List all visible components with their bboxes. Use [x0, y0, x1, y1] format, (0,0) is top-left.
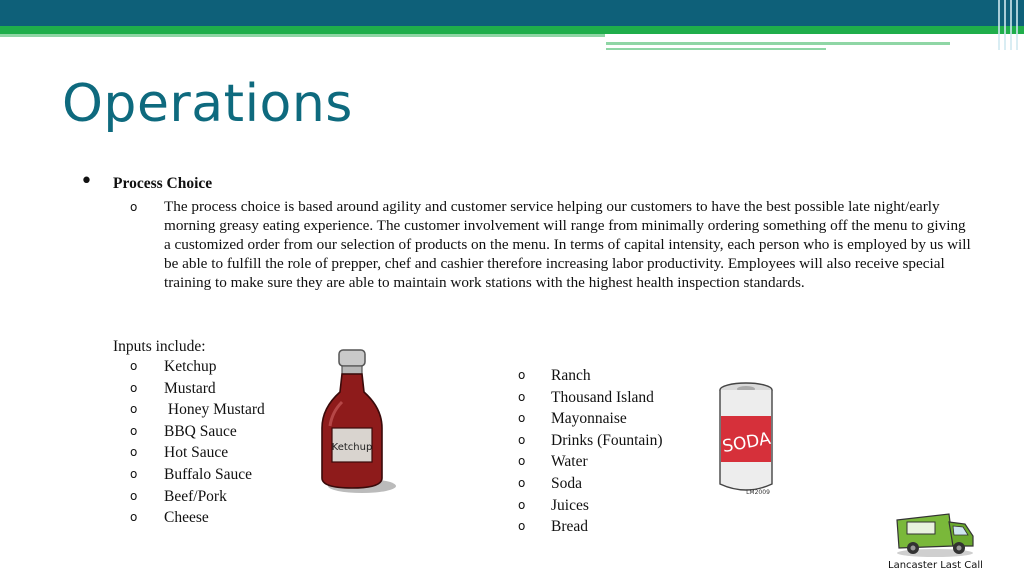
list-item: o Ranch — [518, 367, 591, 384]
ketchup-label: Ketchup — [331, 442, 373, 453]
bullet-marker: • — [80, 169, 93, 194]
list-item: o Water — [518, 453, 588, 471]
list-item: o Cheese — [130, 509, 209, 527]
header-stripes — [994, 0, 1024, 50]
list-item: o Mayonnaise — [518, 410, 627, 428]
list-item: o Juices — [518, 496, 589, 514]
header-thin-line — [0, 34, 605, 37]
list-item: o Hot Sauce — [130, 444, 229, 462]
header-band — [0, 0, 1024, 26]
inputs-list-right — [518, 365, 718, 538]
section-heading: Process Choice — [113, 175, 213, 192]
header-accent-band — [0, 26, 1024, 34]
process-paragraph: The process choice is based around agility and customer service helping our customers to have the best possible late night/early morning greasy eating experience. The customer involvement will range from minimally ordering something off the menu to giving a customized order from our selection of products on the menu. In terms of capital intensity, each person who is employed by us will be able to fulfill the role of prepper, chef and cashier therefore increasing labor productivity. Employees will also receive special training to make sure they are able to maintain work stations with the highest health inspection standards. — [164, 198, 971, 291]
sub-bullet-marker: o — [130, 200, 138, 214]
list-item: o Thousand Island — [518, 388, 654, 406]
list-item: o Drinks (Fountain) — [518, 431, 663, 449]
soda-signature: LM2009 — [746, 489, 770, 496]
footer-company-name: Lancaster Last Call — [888, 560, 983, 571]
header-thin-line-3 — [606, 48, 826, 50]
food-truck-icon — [893, 506, 977, 558]
list-item: o Mustard — [130, 379, 216, 397]
list-item: o Ketchup — [130, 358, 217, 375]
inputs-list-left — [130, 356, 310, 529]
slide-title: Operations — [62, 74, 353, 134]
header-thin-line-2 — [606, 42, 950, 45]
list-item: o Soda — [518, 474, 582, 492]
list-item: o BBQ Sauce — [130, 422, 237, 440]
list-item: o Beef/Pork — [130, 487, 227, 505]
soda-can-icon — [710, 380, 782, 502]
list-item: o Honey Mustard — [130, 401, 265, 419]
soda-label: SODA — [720, 428, 773, 458]
ketchup-bottle-icon — [312, 346, 398, 496]
header-gap — [606, 34, 1024, 42]
list-item: o Bread — [518, 518, 589, 536]
inputs-label: Inputs include: — [113, 338, 206, 355]
list-item: o Buffalo Sauce — [130, 465, 252, 483]
